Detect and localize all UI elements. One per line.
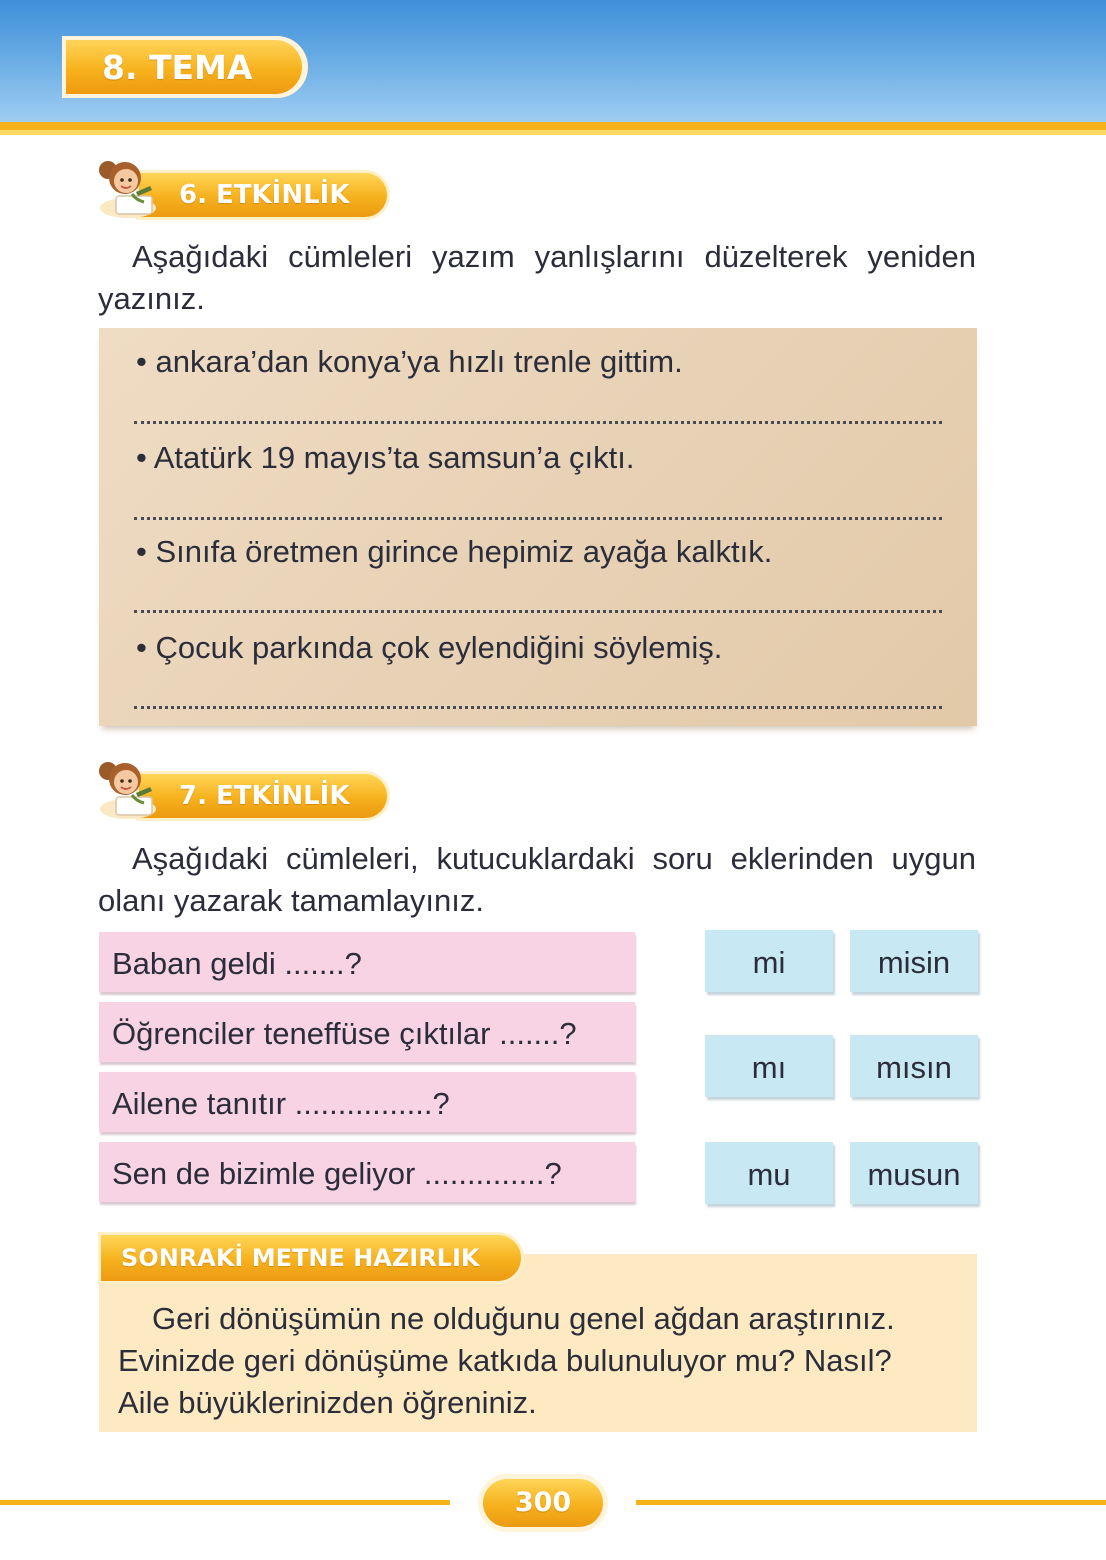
- answer-line-2[interactable]: [134, 517, 942, 520]
- suffix-chip-mi-dotless[interactable]: mı: [705, 1035, 833, 1097]
- activity-6-box: [99, 328, 977, 726]
- activity-6-instruction-line-1: Aşağıdaki cümleleri yazım yanlışlarını düzelterek yeniden: [132, 239, 976, 274]
- footer-line-right: [636, 1500, 1106, 1505]
- answer-line-4[interactable]: [134, 706, 942, 709]
- question-row-1[interactable]: Baban geldi .......?: [99, 932, 635, 992]
- activity-7-badge: 7. ETKİNLİK: [136, 771, 390, 821]
- preparation-text: [118, 1298, 960, 1424]
- suffix-chip-misin[interactable]: misin: [850, 930, 978, 992]
- question-row-2[interactable]: Öğrenciler teneffüse çıktılar .......?: [99, 1002, 635, 1062]
- theme-badge: 8. TEMA: [66, 40, 302, 94]
- header-stripe-light: [0, 130, 1106, 135]
- suffix-chip-musun[interactable]: musun: [850, 1142, 978, 1204]
- footer-line-left: [0, 1500, 450, 1505]
- sentence-3: • Sınıfa öretmen girince hepimiz ayağa kalktık.: [136, 534, 773, 569]
- girl-mascot-icon: [92, 751, 164, 823]
- activity-7-instruction-line-2: olanı yazarak tamamlayınız.: [98, 883, 484, 918]
- sentence-1: • ankara’dan konya’ya hızlı trenle gittim.: [136, 344, 683, 379]
- question-row-4[interactable]: Sen de bizimle geliyor ..............?: [99, 1142, 635, 1202]
- activity-7-instruction-line-1: Aşağıdaki cümleleri, kutucuklardaki soru eklerinden uygun: [132, 841, 976, 876]
- activity-6-badge: 6. ETKİNLİK: [136, 170, 390, 220]
- activity-6-instruction-line-2: yazınız.: [98, 281, 205, 316]
- preparation-line-2: Evinizde geri dönüşüme katkıda bulunuluyor mu? Nasıl?: [118, 1343, 892, 1378]
- question-row-3[interactable]: Ailene tanıtır ................?: [99, 1072, 635, 1132]
- suffix-chip-mu[interactable]: mu: [705, 1142, 833, 1204]
- girl-mascot-icon: [92, 150, 164, 222]
- preparation-line-3: Aile büyüklerinizden öğreniniz.: [118, 1385, 537, 1420]
- preparation-line-1: Geri dönüşümün ne olduğunu genel ağdan araştırınız.: [152, 1301, 895, 1336]
- sentence-2: • Atatürk 19 mayıs’ta samsun’a çıktı.: [136, 440, 635, 475]
- page-number: 300: [483, 1479, 603, 1527]
- answer-line-3[interactable]: [134, 610, 942, 613]
- header-stripe: [0, 122, 1106, 130]
- suffix-chip-mi[interactable]: mi: [705, 930, 833, 992]
- preparation-title: SONRAKİ METNE HAZIRLIK: [98, 1232, 524, 1284]
- sentence-4: • Çocuk parkında çok eylendiğini söylemiş.: [136, 630, 723, 665]
- answer-line-1[interactable]: [134, 421, 942, 424]
- suffix-chip-misin-dotless[interactable]: mısın: [850, 1035, 978, 1097]
